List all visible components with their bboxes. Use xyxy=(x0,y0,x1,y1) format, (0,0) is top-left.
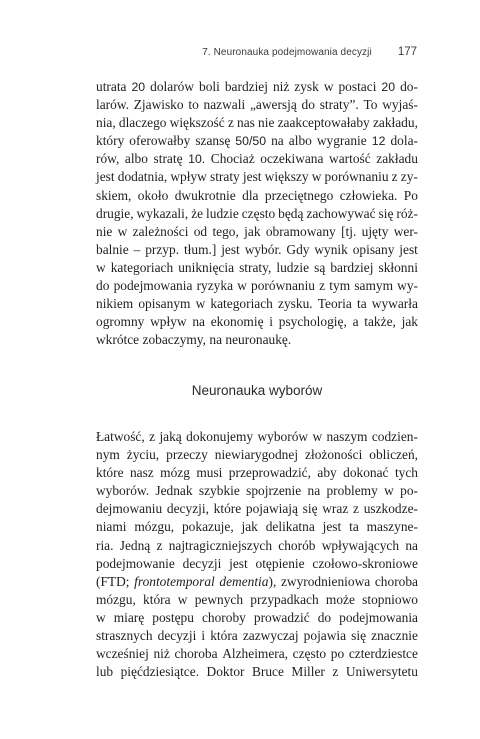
text-line: nym życiu, przeczy niewiarygodnej złożoności obliczeń, xyxy=(96,447,418,463)
text-line: drugie, wykazali, że ludzie często będą zachowywać się róż- xyxy=(96,205,418,221)
text-line: Łatwość, z jaką dokonujemy wyborów w naszym codzien- xyxy=(96,429,418,444)
paragraph-2 xyxy=(96,428,418,681)
text-line: nia, dlaczego większość z nas nie zaakceptowałaby zakładu, xyxy=(96,115,418,131)
text-line: (FTD; frontotemporal dementia), zwyrodnieniowa choroba xyxy=(96,573,418,589)
text-line: balnie – przyp. tłum.] jest wybór. Gdy wynik opisany jest xyxy=(96,241,418,257)
text-line: utrata 20 dolarów boli bardziej niż zysk w postaci 20 do- xyxy=(96,79,418,94)
text-line: do podejmowania ryzyka w porównaniu z tym samym wy- xyxy=(96,278,418,294)
text-line: który oferowałby szansę 50/50 na albo wygranie 12 dola- xyxy=(96,133,418,149)
page-number: 177 xyxy=(397,46,417,58)
text-line: strasznych decyzji i która zazwyczaj pojawia się znacznie xyxy=(96,628,418,644)
text-line: dejmowaniu decyzji, które pojawiają się wraz z uszkodze- xyxy=(96,501,418,517)
text-line: w kategoriach uniknięcia straty, ludzie są bardziej skłonni xyxy=(96,259,418,275)
text-line: nie w zależności od tego, jak obramowany [tj. ujęty wer- xyxy=(96,223,418,239)
text-line: skiem, około dwukrotnie dla przeciętnego człowieka. Po xyxy=(96,187,418,203)
text-line: które nasz mózg musi przeprowadzić, aby dokonać tych xyxy=(96,465,418,481)
paragraph-1 xyxy=(96,78,418,349)
text-line: w miarę postępu choroby prowadzić do podejmowania xyxy=(96,609,418,625)
text-line: jest dodatnia, wpływ straty jest większy w porównaniu z zy- xyxy=(96,169,418,185)
text-line: nikiem opisanym w kategoriach zysku. Teoria ta wywarła xyxy=(96,296,418,312)
text-line: wkrótce zobaczymy, na neuronaukę. xyxy=(96,332,292,348)
text-line: wcześniej niż choroba Alzheimera, często po czterdziestce xyxy=(96,646,418,662)
chapter-title: 7. Neuronauka podejmowania decyzji xyxy=(202,47,372,58)
text-line: ria. Jedną z najtragiczniejszych chorób wpływających na xyxy=(96,537,418,553)
text-line: niami mózgu, pokazuje, jak delikatna jest ta maszyne- xyxy=(96,519,418,535)
text-line: rów, albo stratę 10. Chociaż oczekiwana wartość zakładu xyxy=(96,151,418,167)
text-line: wyborów. Jednak szybkie spojrzenie na problemy w po- xyxy=(96,483,418,499)
running-head xyxy=(96,46,417,58)
section-heading: Neuronauka wyborów xyxy=(191,383,323,398)
text-line: podejmowanie decyzji jest otępienie czołowo-skroniowe xyxy=(96,555,418,571)
text-line: ogromny wpływ na ekonomię i psychologię, a także, jak xyxy=(96,314,418,330)
text-line: mózgu, która w pewnych przypadkach może stopniowo xyxy=(96,591,418,607)
text-line: larów. Zjawisko to nazwali „awersją do straty”. To wyjaś- xyxy=(96,97,418,113)
text-line: lub pięćdziesiątce. Doktor Bruce Miller z Uniwersytetu xyxy=(96,664,418,680)
